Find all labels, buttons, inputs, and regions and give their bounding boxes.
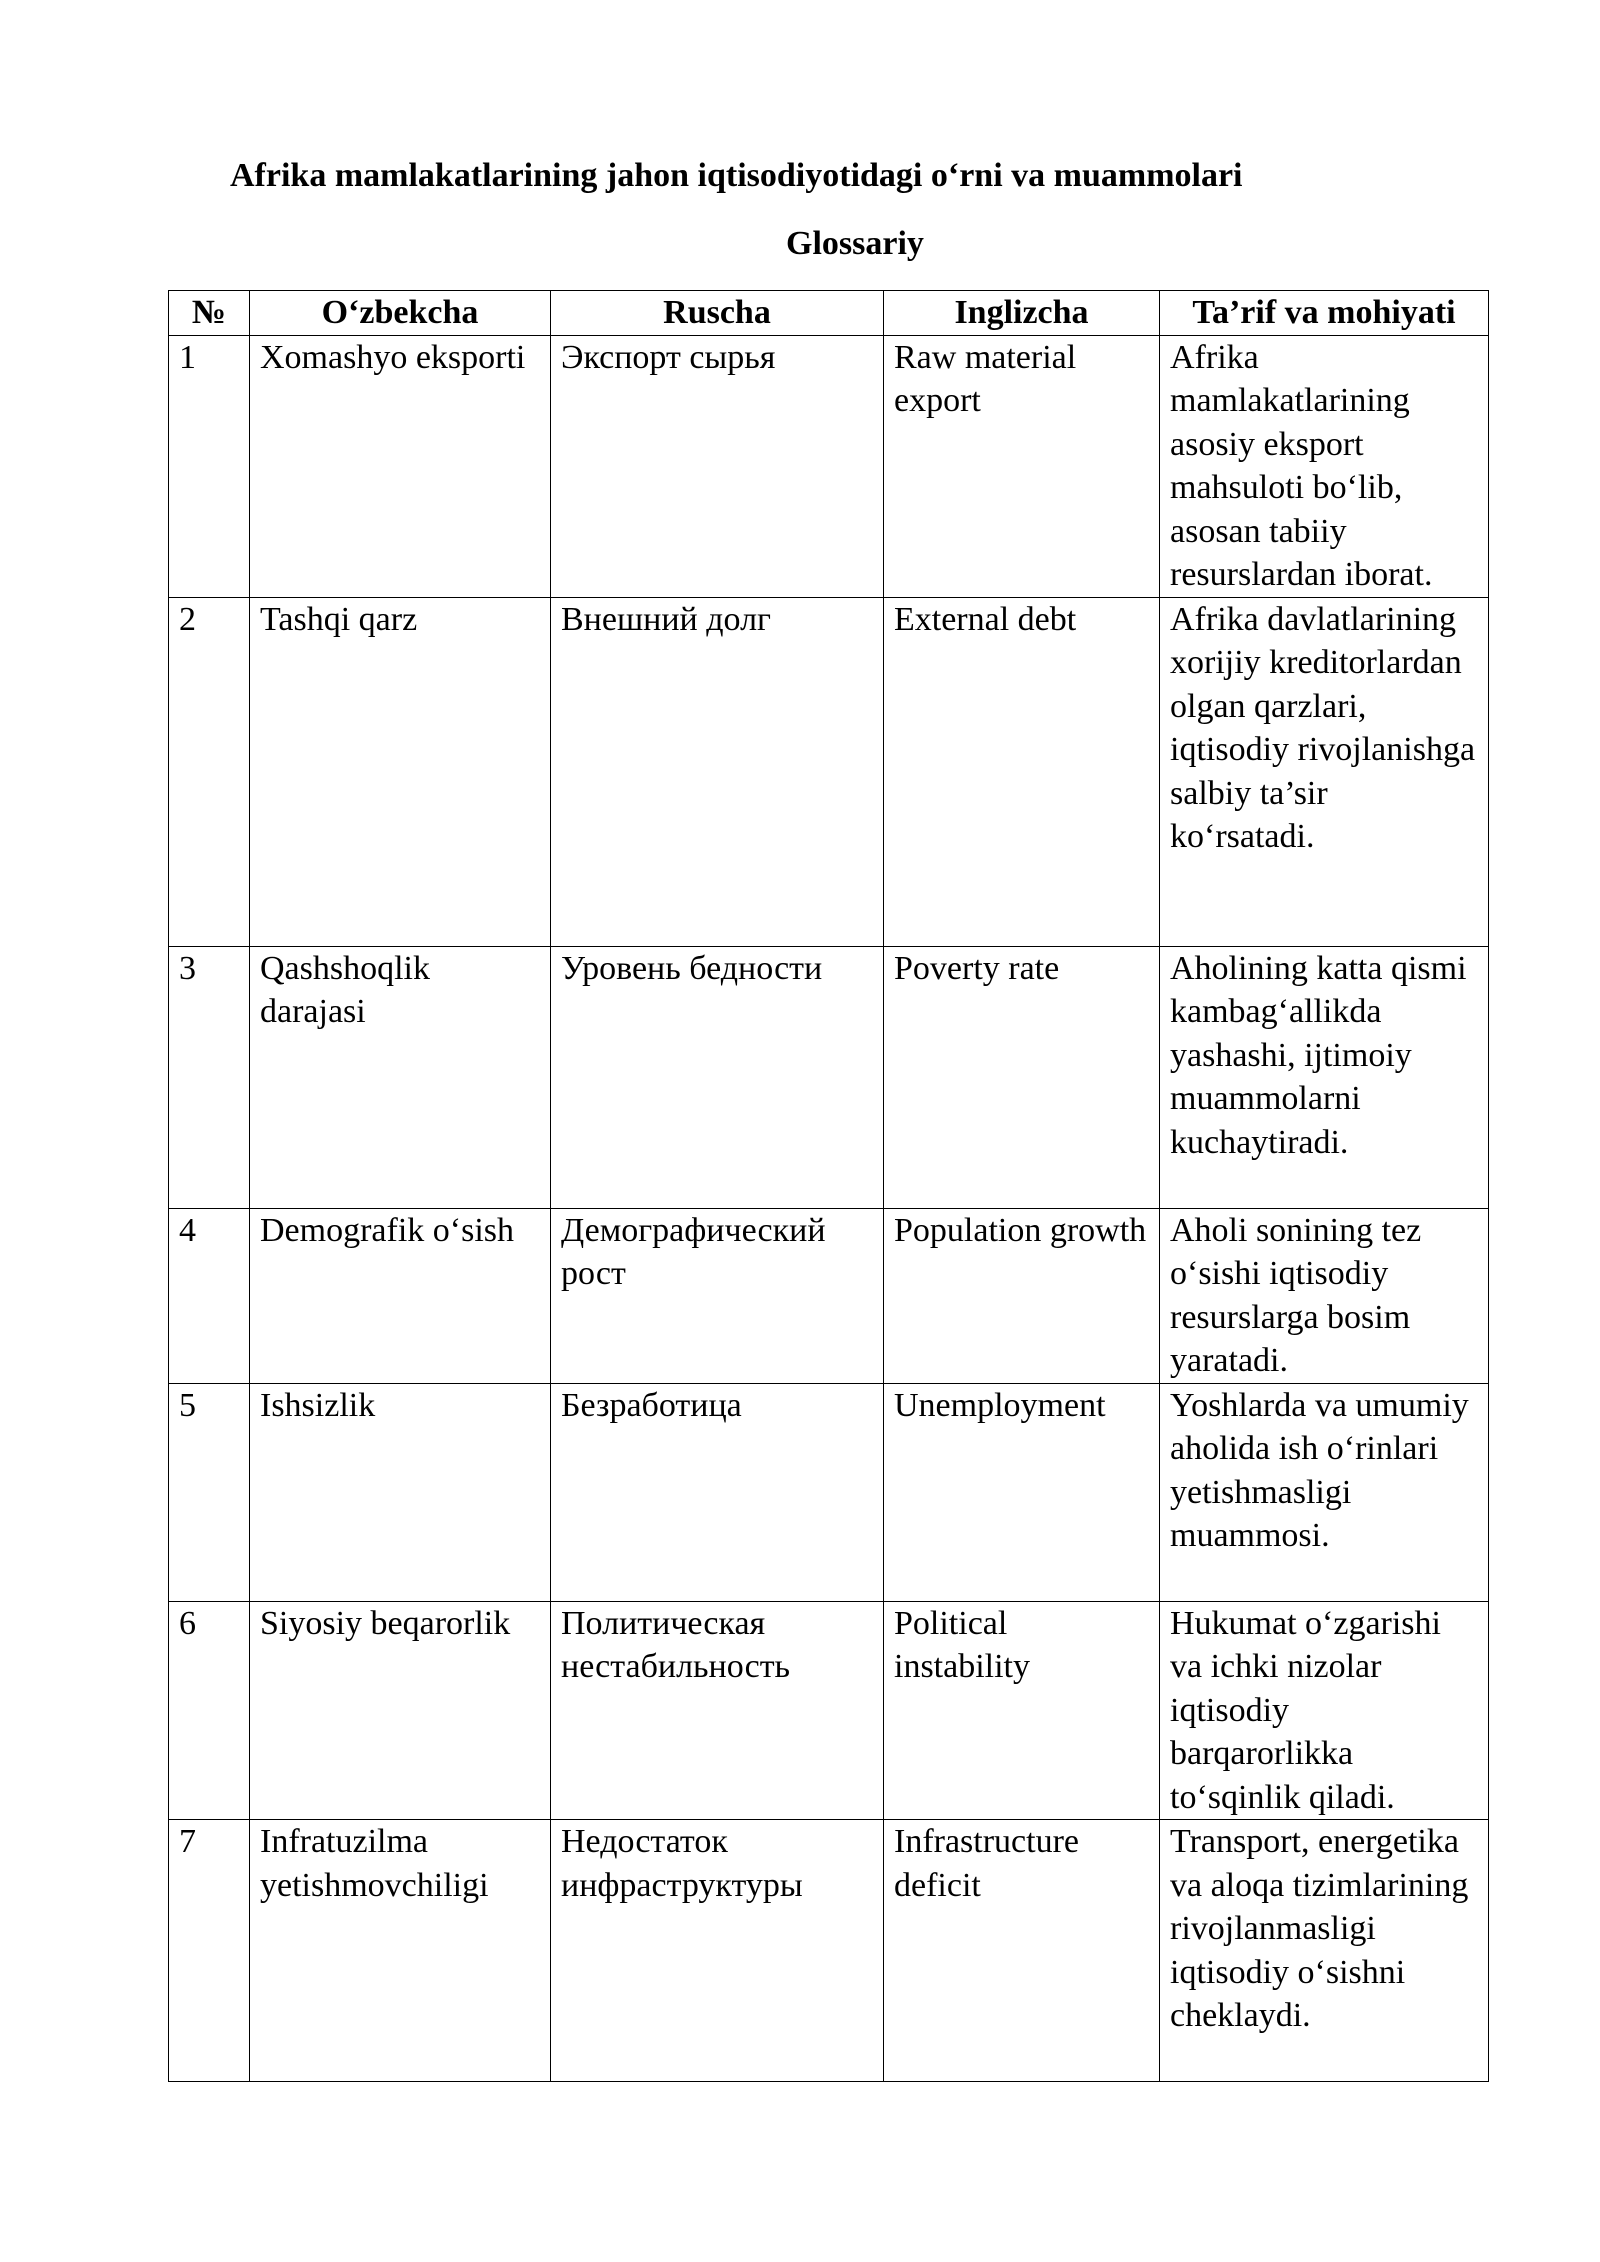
header-english: Inglizcha bbox=[884, 291, 1160, 336]
cell-english: Infrastructure deficit bbox=[884, 1820, 1160, 2082]
header-russian: Ruscha bbox=[551, 291, 884, 336]
cell-english: Raw material export bbox=[884, 335, 1160, 597]
cell-uzbek: Demografik o‘sish bbox=[250, 1208, 551, 1383]
cell-uzbek: Tashqi qarz bbox=[250, 597, 551, 946]
cell-definition: Afrika mamlakatlarining asosiy eksport mahsuloti bo‘lib, asosan tabiiy resurslardan iborat. bbox=[1160, 335, 1489, 597]
cell-uzbek: Siyosiy beqarorlik bbox=[250, 1601, 551, 1820]
cell-english: Poverty rate bbox=[884, 946, 1160, 1208]
table-row bbox=[169, 1601, 1489, 1820]
cell-russian: Уровень бедности bbox=[551, 946, 884, 1208]
cell-definition: Yoshlarda va umumiy aholida ish o‘rinlari yetishmasligi muammosi. bbox=[1160, 1383, 1489, 1601]
cell-number: 5 bbox=[169, 1383, 250, 1601]
table-row bbox=[169, 335, 1489, 597]
table-row bbox=[169, 946, 1489, 1208]
table-row bbox=[169, 1383, 1489, 1601]
cell-uzbek: Infratuzilma yetishmovchiligi bbox=[250, 1820, 551, 2082]
cell-uzbek: Ishsizlik bbox=[250, 1383, 551, 1601]
cell-definition: Transport, energetika va aloqa tizimlarining rivojlanmasligi iqtisodiy o‘sishni cheklaydi. bbox=[1160, 1820, 1489, 2082]
cell-english: Population growth bbox=[884, 1208, 1160, 1383]
cell-russian: Недостаток инфраструктуры bbox=[551, 1820, 884, 2082]
cell-russian: Политическая нестабильность bbox=[551, 1601, 884, 1820]
cell-number: 6 bbox=[169, 1601, 250, 1820]
table-row bbox=[169, 1208, 1489, 1383]
cell-english: External debt bbox=[884, 597, 1160, 946]
glossary-table bbox=[168, 290, 1489, 2082]
cell-uzbek: Xomashyo eksporti bbox=[250, 335, 551, 597]
header-definition: Ta’rif va mohiyati bbox=[1160, 291, 1489, 336]
cell-english: Unemployment bbox=[884, 1383, 1160, 1601]
cell-russian: Демографический рост bbox=[551, 1208, 884, 1383]
cell-russian: Внешний долг bbox=[551, 597, 884, 946]
cell-number: 3 bbox=[169, 946, 250, 1208]
cell-definition: Aholi sonining tez o‘sishi iqtisodiy resurslarga bosim yaratadi. bbox=[1160, 1208, 1489, 1383]
document-title: Afrika mamlakatlarining jahon iqtisodiyotidagi o‘rni va muammolari bbox=[230, 157, 1243, 194]
table-header-row bbox=[169, 291, 1489, 336]
cell-definition: Aholining katta qismi kambag‘allikda yashashi, ijtimoiy muammolarni kuchaytiradi. bbox=[1160, 946, 1489, 1208]
cell-number: 1 bbox=[169, 335, 250, 597]
cell-russian: Безработица bbox=[551, 1383, 884, 1601]
cell-russian: Экспорт сырья bbox=[551, 335, 884, 597]
header-uzbek: O‘zbekcha bbox=[250, 291, 551, 336]
cell-number: 2 bbox=[169, 597, 250, 946]
cell-number: 7 bbox=[169, 1820, 250, 2082]
table-row bbox=[169, 597, 1489, 946]
cell-definition: Afrika davlatlarining xorijiy kreditorlardan olgan qarzlari, iqtisodiy rivojlanishga salbiy ta’sir ko‘rsatadi. bbox=[1160, 597, 1489, 946]
document-subtitle: Glossariy bbox=[786, 225, 924, 262]
cell-english: Political instability bbox=[884, 1601, 1160, 1820]
header-number: № bbox=[169, 291, 250, 336]
table-row bbox=[169, 1820, 1489, 2082]
cell-definition: Hukumat o‘zgarishi va ichki nizolar iqtisodiy barqarorlikka to‘sqinlik qiladi. bbox=[1160, 1601, 1489, 1820]
cell-number: 4 bbox=[169, 1208, 250, 1383]
cell-uzbek: Qashshoqlik darajasi bbox=[250, 946, 551, 1208]
